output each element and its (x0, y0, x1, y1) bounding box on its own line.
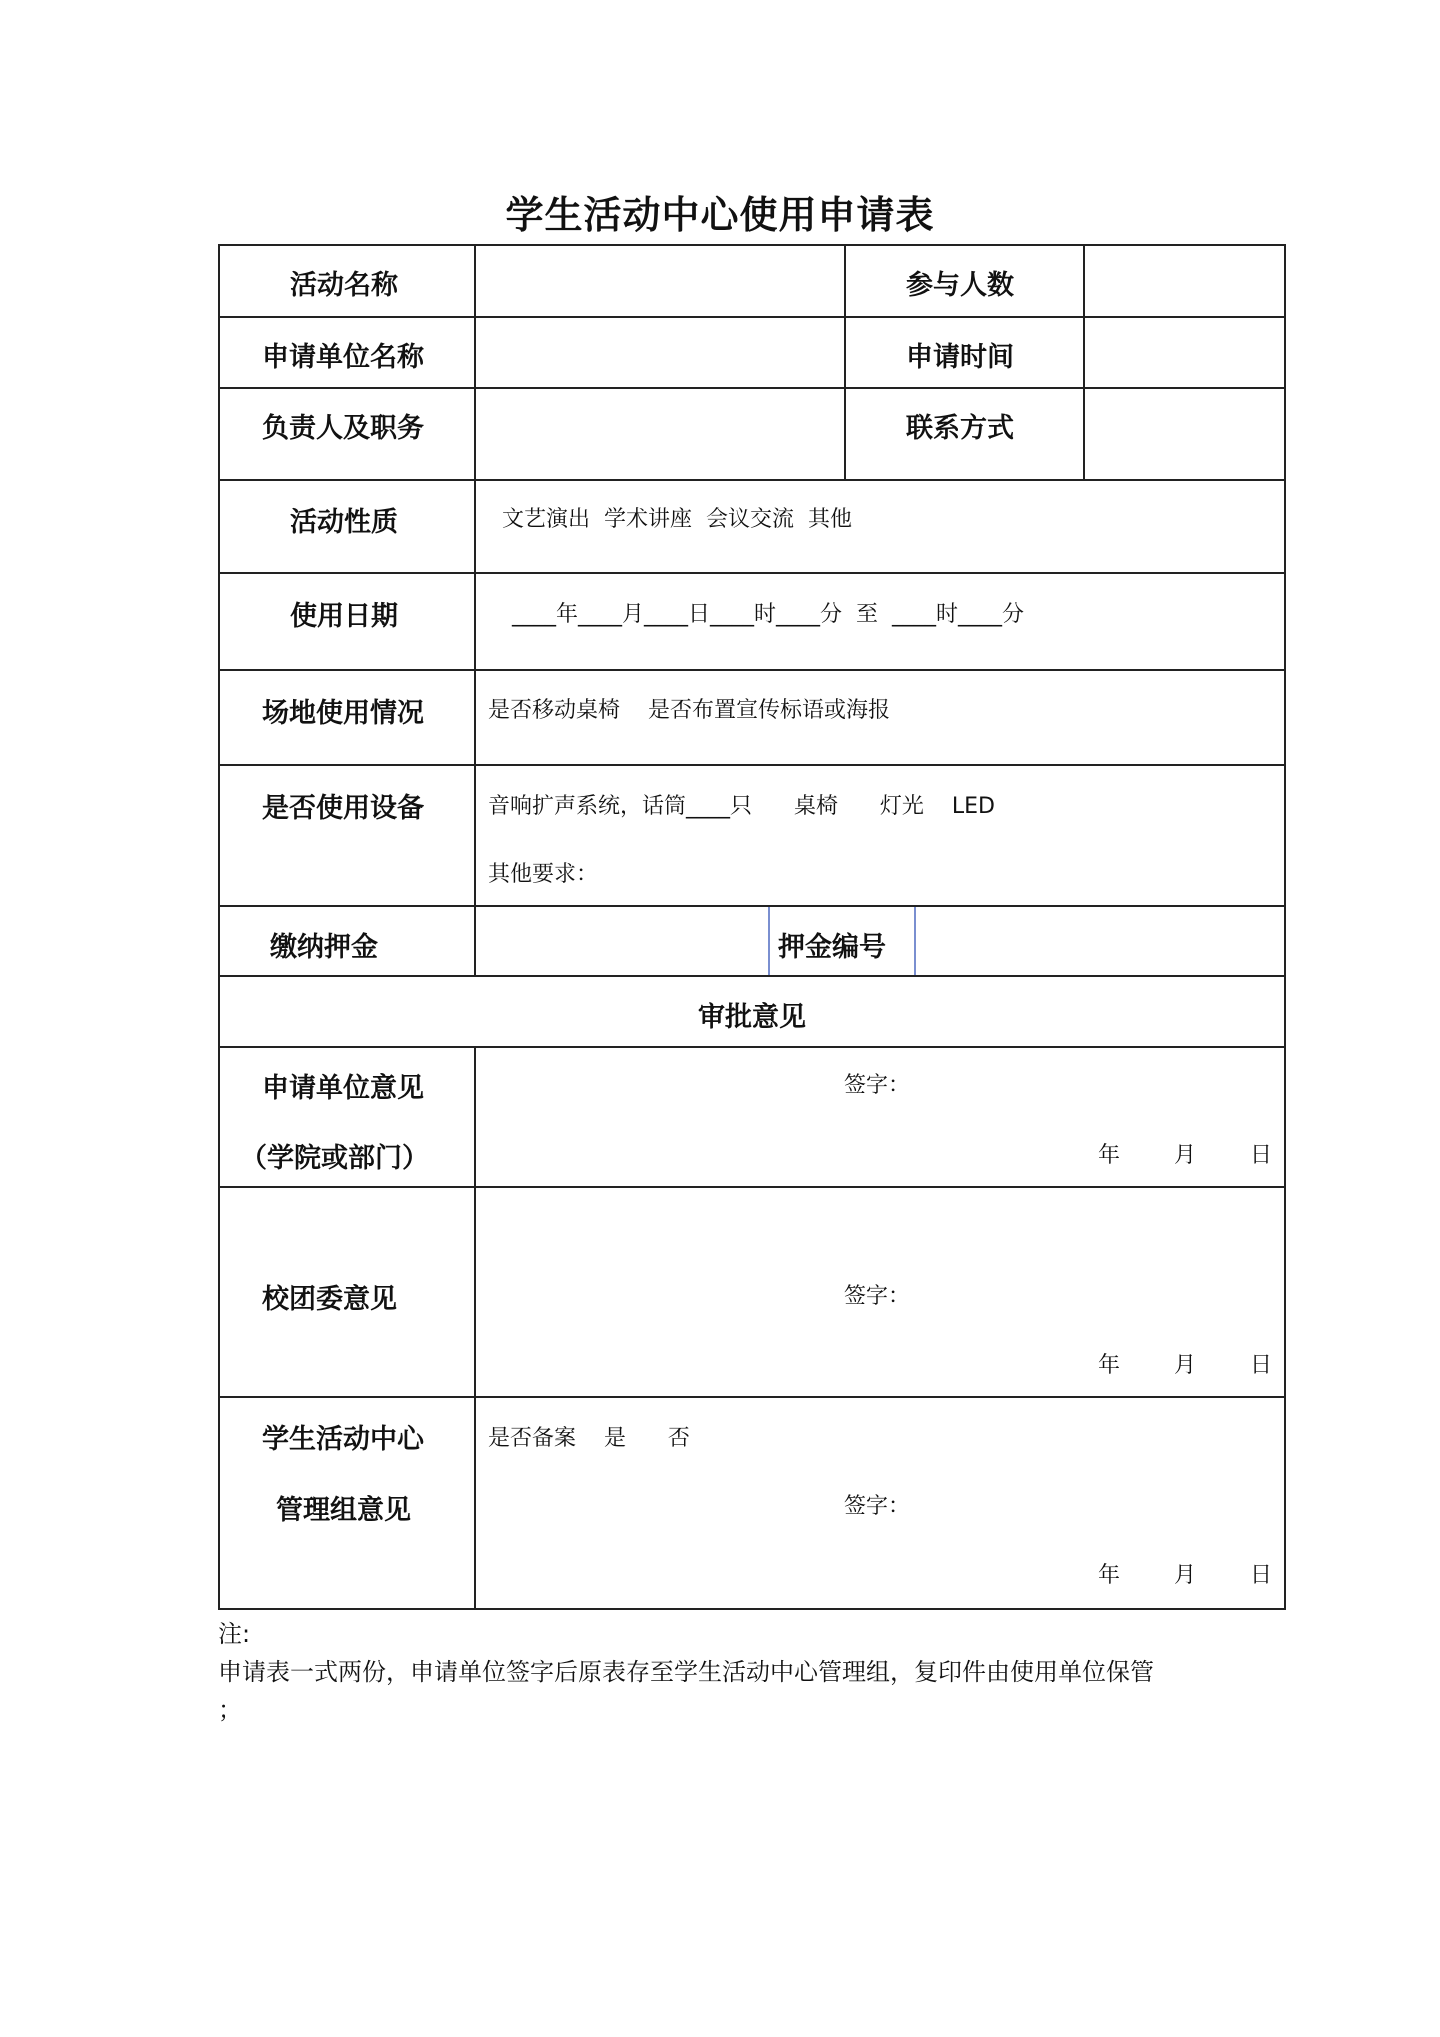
signature-label: 签字： (844, 1073, 911, 1098)
row-divider (220, 905, 1284, 907)
month-label: 月 (1174, 1563, 1197, 1588)
day-label: 日 (1250, 1353, 1273, 1378)
center-opinion-label: 学生活动中心 (262, 1424, 424, 1455)
center-opinion-sublabel: 管理组意见 (276, 1495, 411, 1526)
column-divider (1083, 246, 1085, 479)
row-divider (220, 975, 1284, 977)
column-divider (914, 907, 916, 975)
row-divider (220, 764, 1284, 766)
year-label: 年 (1098, 1353, 1121, 1378)
other-requirements: 其他要求： (488, 862, 599, 887)
year-label: 年 (1098, 1143, 1121, 1168)
apply-time-label: 申请时间 (906, 342, 1014, 373)
venue-usage-options: 是否移动桌椅 是否布置宣传标语或海报 (488, 698, 890, 723)
page-title: 学生活动中心使用申请表 (505, 193, 935, 237)
row-divider (220, 1186, 1284, 1188)
notes-line-2: ； (218, 1696, 242, 1724)
row-divider (220, 387, 1284, 389)
unit-opinion-label: 申请单位意见 (262, 1073, 424, 1104)
participants-label: 参与人数 (906, 270, 1014, 301)
signature-label: 签字： (844, 1494, 911, 1519)
contact-label: 联系方式 (906, 413, 1014, 444)
deposit-number-label: 押金编号 (778, 932, 886, 963)
row-divider (220, 479, 1284, 481)
unit-opinion-sublabel: （学院或部门） (240, 1143, 429, 1174)
row-divider (220, 1396, 1284, 1398)
day-label: 日 (1250, 1563, 1273, 1588)
notes-label: 注: (218, 1620, 251, 1648)
month-label: 月 (1174, 1143, 1197, 1168)
activity-type-label: 活动性质 (290, 507, 398, 538)
responsible-person-label: 负责人及职务 (262, 413, 424, 444)
activity-name-label: 活动名称 (290, 270, 398, 301)
deposit-label: 缴纳押金 (270, 932, 378, 963)
filing-options: 是否备案 是 否 (488, 1426, 690, 1451)
row-divider (220, 572, 1284, 574)
application-form-table (218, 244, 1286, 1610)
month-label: 月 (1174, 1353, 1197, 1378)
row-divider (220, 669, 1284, 671)
use-date-value: ____年____月____日____时____分 至 ____时____分 (512, 602, 1024, 627)
applicant-unit-label: 申请单位名称 (262, 342, 424, 373)
activity-type-options: 文艺演出 学术讲座 会议交流 其他 (502, 507, 852, 532)
day-label: 日 (1250, 1143, 1273, 1168)
notes-line-1: 申请表一式两份，申请单位签字后原表存至学生活动中心管理组，复印件由使用单位保管 (218, 1658, 1154, 1686)
venue-usage-label: 场地使用情况 (262, 698, 424, 729)
approval-header: 审批意见 (698, 1002, 806, 1033)
column-divider (844, 246, 846, 479)
use-date-label: 使用日期 (290, 601, 398, 632)
column-divider (474, 246, 476, 975)
row-divider (220, 1046, 1284, 1048)
signature-label: 签字： (844, 1284, 911, 1309)
equipment-label: 是否使用设备 (262, 793, 424, 824)
equipment-options: 音响扩声系统，话筒____只 桌椅 灯光 LED (488, 794, 995, 819)
column-divider (474, 1046, 476, 1610)
year-label: 年 (1098, 1563, 1121, 1588)
league-opinion-label: 校团委意见 (262, 1284, 397, 1315)
column-divider (768, 907, 770, 975)
row-divider (220, 316, 1284, 318)
